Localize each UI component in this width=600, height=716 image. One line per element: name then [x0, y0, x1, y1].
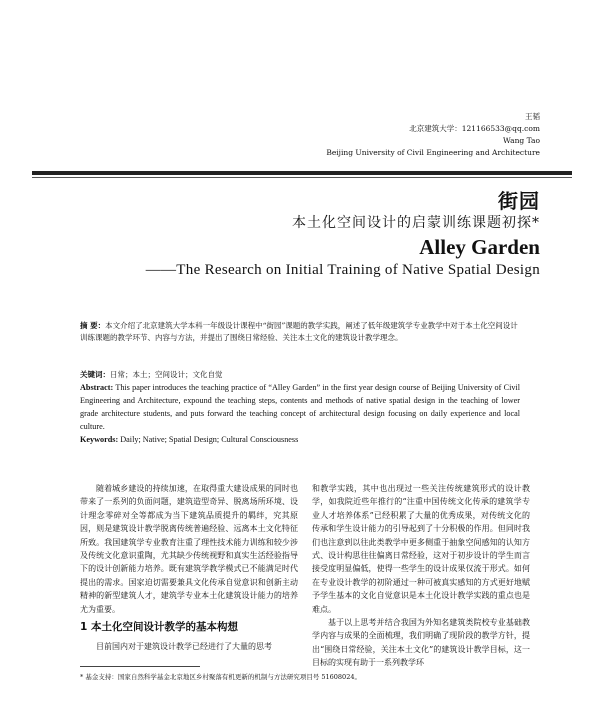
abstract-cn-label: 摘 要： — [80, 321, 106, 330]
body-column-left — [80, 482, 298, 616]
subtitle-en: ——The Research on Initial Training of Native Spatial Design — [145, 262, 540, 278]
keywords-en-text: Daily; Native; Spatial Design; Cultural Consciousness — [120, 435, 299, 444]
abstract-cn — [80, 320, 520, 344]
body-paragraph: 随着城乡建设的持续加速，在取得重大建设成果的同时也带来了一系列的负面问题，建筑造型奇异、脱离场所环境、设计理念零碎对全等都成为当下建筑品质提升的羁绊，究其原因，则是建筑设计教学脱离传统普遍经验、远离本土文化特征所致。我国建筑学专业教育注重了理性技术能力训练和较少涉及传统文化意识重陶，尤其缺少传统视野和真实生活经验指导下的设计创新能力培养。既有建筑学教学模式已不能满足时代提出的需求。国家迫切需要兼具文化传承自觉意识和创新主动精神的新型建筑人才，建筑学专业本土化建筑设计能力的培养尤为重要。 — [80, 484, 298, 614]
section-heading: 1 本土化空间设计教学的基本构想 — [80, 621, 238, 633]
body-column-right — [312, 482, 530, 670]
body-paragraph: 和教学实践，其中也出现过一些关注传统建筑形式的设计教学，如我院近些年推行的“注重中国传统文化传承的建筑学专业人才培养体系”已经积累了大量的优秀成果，对传统文化的传承和学生设计能力的引导起到了十分积极的作用。但同时我们也注意到以往此类教学中更多侧重于抽象空间感知的认知方式、设计构思往往偏离日常经验，这对于初步设计的学生而言接受度明显偏低，使得一些学生的设计成果仅流于形式。如何在专业设计教学的初阶通过一种可被真实感知的方式更好地赋予学生基本的文化自觉意识是本土化设计教学实践的重点也是难点。 — [312, 484, 530, 614]
abstract-en-text: This paper introduces the teaching practice of “Alley Garden” in the first year design course of Beijing University of Civil Engineering and Architecture, expound the teaching steps, contents and methods of native spatial design in the teaching of lower grade architecture students, and puts forward the teaching concept of architectural design focusing on daily experience and local culture. — [80, 383, 520, 431]
abstract-en-label: Abstract: — [80, 383, 114, 392]
keywords-en — [80, 434, 520, 446]
footnote: * 基金支持：国家自然科学基金北京地区乡村聚落有机更新的机制与方法研究项目号 51608024。 — [80, 673, 361, 681]
author-block — [140, 111, 540, 159]
keywords-en-label: Keywords: — [80, 435, 119, 444]
header-rule-thick — [32, 171, 572, 175]
header-rule-thin — [32, 177, 572, 178]
title-cn: 街园 — [498, 189, 540, 213]
abstract-cn-text: 本文介绍了北京建筑大学本科一年级设计课程中“街园”课题的教学实践，阐述了低年级建筑学专业教学中对于本土化空间设计训练课题的教学环节、内容与方法，并提出了围绕日常经验、关注本土文化的建筑设计教学理念。 — [80, 321, 518, 342]
subtitle-cn: 本土化空间设计的启蒙训练课题初探* — [292, 215, 540, 231]
footnote-rule — [80, 666, 200, 667]
keywords-cn — [80, 369, 520, 381]
abstract-en — [80, 381, 520, 433]
author-name-en: Wang Tao — [503, 136, 540, 145]
author-affiliation-en: Beijing University of Civil Engineering and Architecture — [326, 148, 540, 157]
section-text: 目前国内对于建筑设计教学已经进行了大量的思考 — [96, 642, 272, 651]
keywords-cn-label: 关键词： — [80, 370, 110, 379]
author-name-cn: 王韬 — [525, 112, 540, 121]
body-paragraph: 基于以上思考并结合我国为外知名建筑类院校专业基础教学内容与成果的全面梳理，我们明确了现阶段的教学方针，提出“围绕日常经验，关注本土文化”的建筑设计教学目标，这一目标的实现有助于一系列教学环 — [312, 618, 530, 668]
author-affiliation-cn: 北京建筑大学：121166533@qq.com — [409, 124, 540, 133]
keywords-cn-text: 日常；本土；空间设计；文化自觉 — [110, 370, 223, 379]
title-en: Alley Garden — [419, 235, 540, 259]
